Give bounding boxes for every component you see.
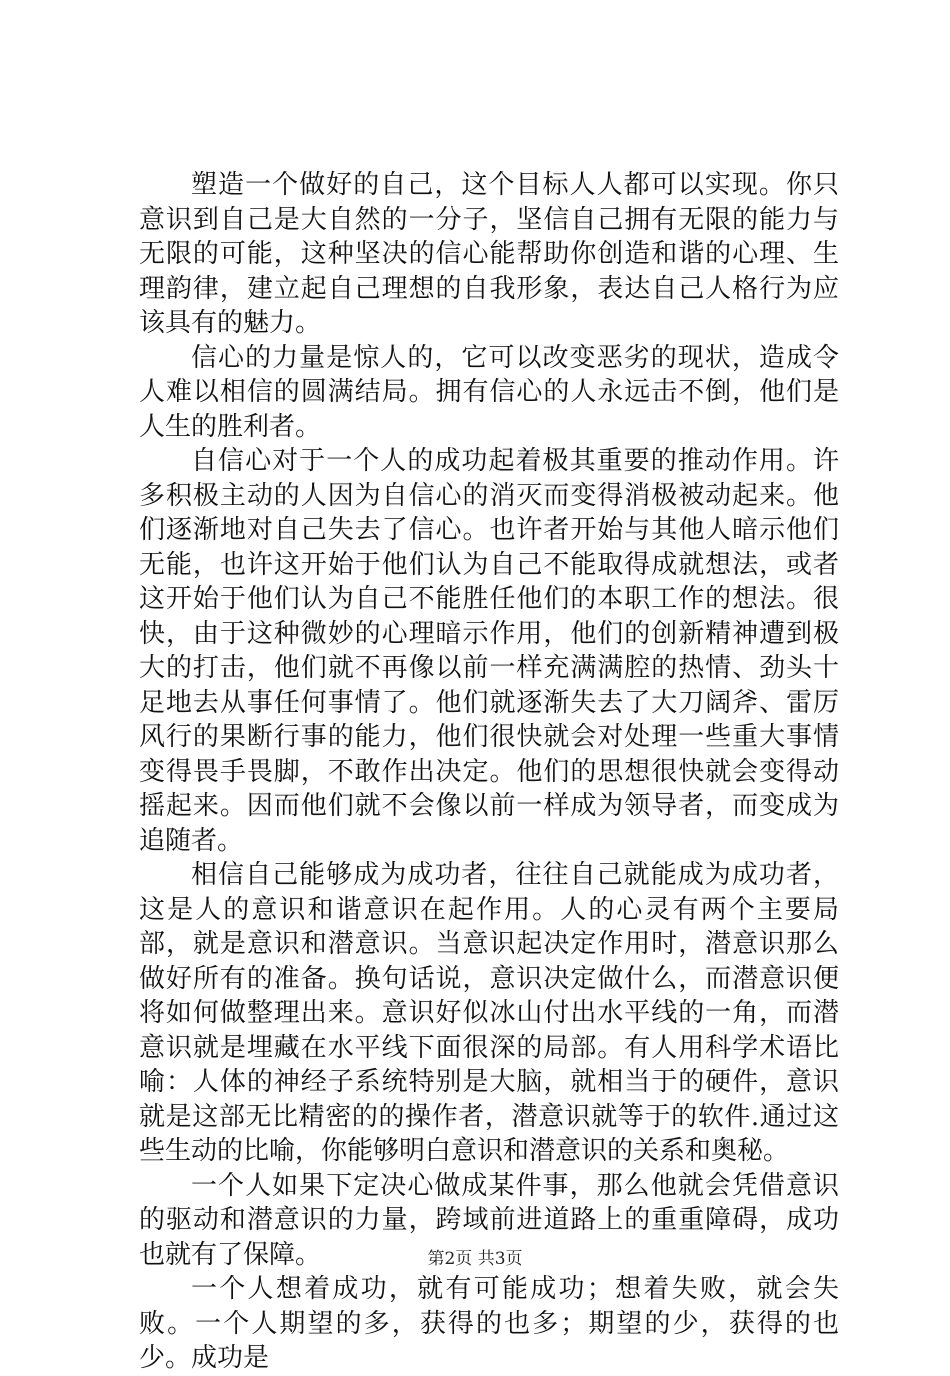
- paragraph-3: 自信心对于一个人的成功起着极其重要的推动作用。许多积极主动的人因为自信心的消灭而变得消极被动起来。他们逐渐地对自己失去了信心。也许者开始与其他人暗示他们无能，也许这开始于他们认为自己不能取得成就想法，或者这开始于他们认为自己不能胜任他们的本职工作的想法。很快，由于这种微妙的心理暗示作用，他们的创新精神遭到极大的打击，他们就不再像以前一样充满满腔的热情、劲头十足地去从事任何事情了。他们就逐渐失去了大刀阔斧、雷厉风行的果断行事的能力，他们很快就会对处理一些重大事情变得畏手畏脚，不敢作出决定。他们的思想很快就会变得动摇起来。因而他们就不会像以前一样成为领导者，而变成为追随者。: [139, 446, 839, 856]
- paragraph-2: 信心的力量是惊人的，它可以改变恶劣的现状，造成令人难以相信的圆满结局。拥有信心的人永远击不倒，他们是人生的胜利者。: [139, 342, 839, 442]
- body-text: [139, 168, 839, 1376]
- paragraph-1: 塑造一个做好的自己，这个目标人人都可以实现。你只意识到自己是大自然的一分子，坚信自己拥有无限的能力与无限的可能，这种坚决的信心能帮助你创造和谐的心理、生理韵律，建立起自己理想的自我形象，表达自己人格行为应该具有的魅力。: [139, 170, 839, 338]
- page-footer: 第2页 共3页: [427, 1249, 523, 1269]
- paragraph-6: 一个人想着成功，就有可能成功；想着失败，就会失败。一个人期望的多，获得的也多；期望的少，获得的也少。成功是: [139, 1274, 839, 1373]
- paragraph-5: 一个人如果下定决心做成某件事，那么他就会凭借意识的驱动和潜意识的力量，跨域前进道路上的重重障碍，成功也就有了保障。: [139, 1170, 839, 1270]
- paragraph-4: 相信自己能够成为成功者，往往自己就能成为成功者，这是人的意识和谐意识在起作用。人的心灵有两个主要局部，就是意识和潜意识。当意识起决定作用时，潜意识那么做好所有的准备。换句话说，意识决定做什么，而潜意识便将如何做整理出来。意识好似冰山付出水平线的一角，而潜意识就是埋藏在水平线下面很深的局部。有人用科学术语比喻：人体的神经子系统特别是大脑，就相当于的硬件，意识就是这部无比精密的的操作者，潜意识就等于的软件.通过这些生动的比喻，你能够明白意识和潜意识的关系和奥秘。: [139, 860, 839, 1166]
